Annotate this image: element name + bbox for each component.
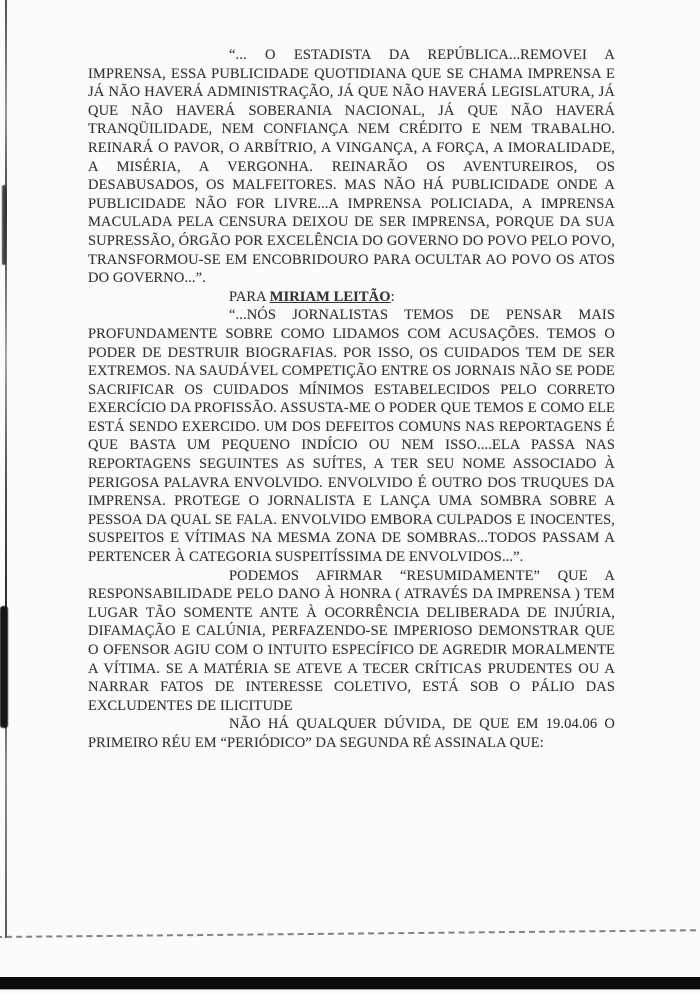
scan-ink-blob-lower	[0, 606, 8, 728]
heading-prefix: PARA	[229, 288, 270, 305]
paragraph-quote-estadista: “... O ESTADISTA DA REPÚBLICA...REMOVEI A IMPRENSA, ESSA PUBLICIDADE QUOTIDIANA QUE SE CHAMA IMPRENSA E JÁ NÃO HAVERÁ ADMINISTRAÇÃO, JÁ QUE NÃO HAVERÁ LEGISLATURA, JÁ QUE NÃO HAVERÁ SOBERANIA NACIONAL, JÁ QUE NÃO HAVERÁ TRANQÜILIDADE, NEM CONFIANÇA NEM CRÉDITO E NEM TRABALHO. REINARÁ O PAVOR, O ARBÍTRIO, A VINGANÇA, A FORÇA, A IMORALIDADE, A MISÉRIA, A VERGONHA. REINARÃO OS AVENTUREIROS, OS DESABUSADOS, OS MALFEITORES. MAS NÃO HÁ PUBLICIDADE ONDE A PUBLICIDADE NÃO FOR LIVRE...A IMPRENSA POLICIADA, A IMPRENSA MACULADA PELA CENSURA DEIXOU DE SER IMPRENSA, PORQUE DA SUA SUPRESSÃO, ÓRGÃO POR EXCELÊNCIA DO GOVERNO DO POVO PELO POVO, TRANSFORMOU-SE EM ENCOBRIDOURO PARA OCULTAR AO POVO OS ATOS DO GOVERNO...”.	[88, 47, 615, 287]
scan-ink-blob-upper	[2, 185, 6, 265]
page-fold-dashed-line	[0, 929, 700, 938]
paragraph-quote-jornalistas: “...NÓS JORNALISTAS TEMOS DE PENSAR MAIS PROFUNDAMENTE SOBRE COMO LIDAMOS COM ACUSAÇÕES. TEMOS O PODER DE DESTRUIR BIOGRAFIAS. POR ISSO, OS CUIDADOS TEM DE SER EXTREMOS. NA SAUDÁVEL COMPETIÇÃO ENTRE OS JORNAIS NÃO SE PODE SACRIFICAR OS CUIDADOS MÍNIMOS ESTABELECIDOS PELO CORRETO EXERCÍCIO DA PROFISSÃO. ASSUSTA-ME O PODER QUE TEMOS E COMO ELE ESTÁ SENDO EXERCIDO. UM DOS DEFEITOS COMUNS NAS REPORTAGENS É QUE BASTA UM PEQUENO INDÍCIO OU NEM ISSO....ELA PASSA NAS REPORTAGENS SEGUINTES AS SUÍTES, A TER SEU NOME ASSOCIADO À PERIGOSA PALAVRA ENVOLVIDO. ENVOLVIDO É OUTRO DOS TRUQUES DA IMPRENSA. PROTEGE O JORNALISTA E LANÇA UMA SOMBRA SOBRE A PESSOA DA QUAL SE FALA. ENVOLVIDO EMBORA CULPADOS E INOCENTES, SUSPEITOS E VÍTIMAS NA MESMA ZONA DE SOMBRAS...TODOS PASSAM A PERTENCER À CATEGORIA SUSPEITÍSSIMA DE ENVOLVIDOS...”.	[88, 307, 615, 566]
paragraph-responsabilidade: PODEMOS AFIRMAR “RESUMIDAMENTE” QUE A RESPONSABILIDADE PELO DANO À HONRA ( ATRAVÉS DA IMPRENSA ) TEM LUGAR TÃO SOMENTE ANTE À OCORRÊNCIA DELIBERADA DE INJÚRIA, DIFAMAÇÃO E CALÚNIA, PERFAZENDO-SE IMPERIOSO DEMONSTRAR QUE O OFENSOR AGIU COM O INTUITO ESPECÍFICO DE AGREDIR MORALMENTE A VÍTIMA. SE A MATÉRIA SE ATEVE A TECER CRÍTICAS PRUDENTES OU A NARRAR FATOS DE INTERESSE COLETIVO, ESTÁ SOB O PÁLIO DAS EXCLUDENTES DE ILICITUDE	[88, 567, 615, 714]
heading-name: MIRIAM LEITÃO	[269, 288, 391, 305]
scan-edge-line	[5, 0, 7, 938]
document-text-block	[88, 46, 615, 753]
section-heading-miriam-leitao	[88, 288, 615, 307]
scanner-black-bar	[0, 977, 700, 989]
paragraph-nao-ha-duvida: NÃO HÁ QUALQUER DÚVIDA, DE QUE EM 19.04.06 O PRIMEIRO RÉU EM “PERIÓDICO” DA SEGUNDA RÉ ASSINALA QUE:	[88, 716, 615, 751]
heading-suffix: :	[390, 288, 395, 305]
